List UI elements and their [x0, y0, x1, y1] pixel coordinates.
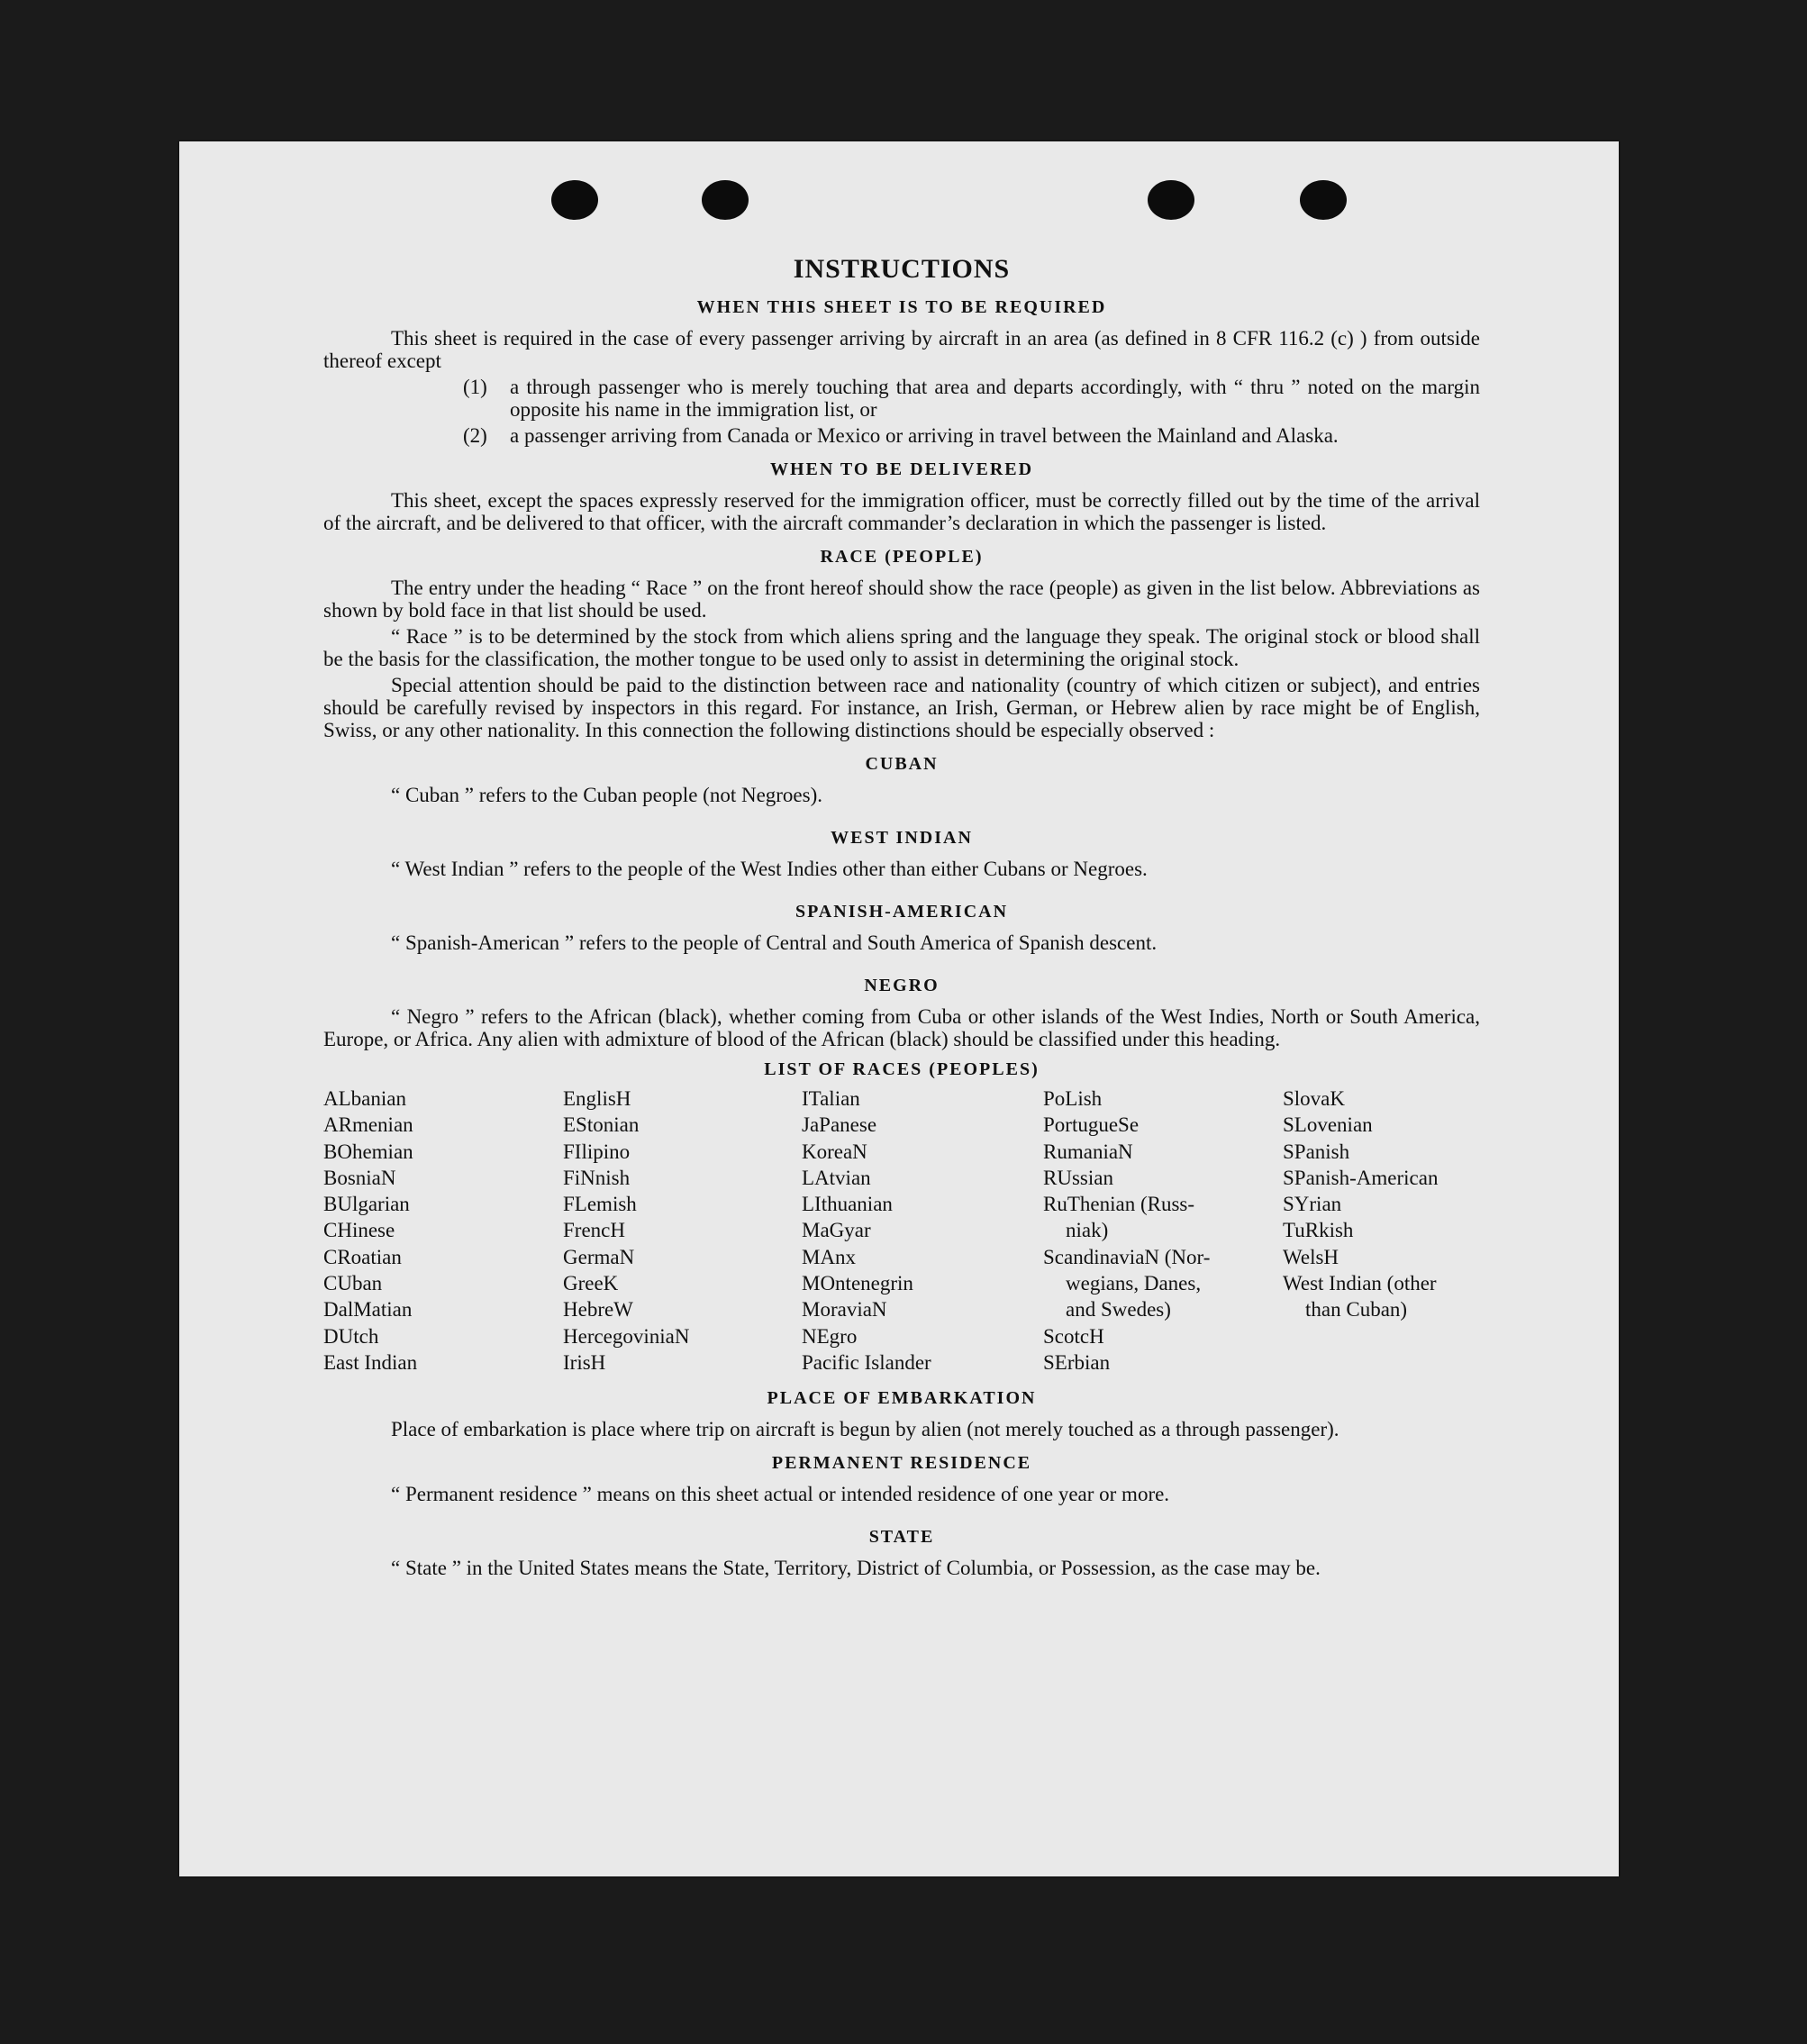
race-item: MoraviaN	[802, 1298, 887, 1322]
paragraph: “ State ” in the United States means the State, Territory, District of Columbia, or Possession, as the case may be.	[391, 1557, 1321, 1580]
paragraph: Place of embarkation is place where trip on aircraft is begun by alien (not merely touched as a through passenger).	[391, 1418, 1339, 1441]
paragraph: “ Cuban ” refers to the Cuban people (not Negroes).	[391, 784, 823, 806]
race-item: MAnx	[802, 1245, 857, 1268]
race-item: BUlgarian	[323, 1193, 410, 1216]
race-item: HercegoviniaN	[563, 1324, 690, 1348]
race-item: LIthuanian	[802, 1193, 893, 1216]
section-heading: PERMANENT RESIDENCE	[771, 1453, 1032, 1474]
race-item: SlovaK	[1283, 1087, 1345, 1110]
race-item: IrisH	[563, 1350, 606, 1374]
race-item: GreeK	[563, 1272, 619, 1295]
list-text: a through passenger who is merely touching that area and departs accordingly, with “ thru ” noted on the margin opposite his name in the immigration list, or	[510, 376, 1480, 421]
race-item: SPanish-American	[1283, 1166, 1439, 1189]
race-item: SPanish	[1283, 1140, 1350, 1163]
race-item: than Cuban)	[1305, 1298, 1408, 1322]
race-item: BosniaN	[323, 1166, 396, 1189]
race-item: DUtch	[323, 1324, 379, 1348]
section-heading: RACE (PEOPLE)	[820, 547, 984, 567]
race-item: EnglisH	[563, 1087, 631, 1110]
race-item: LAtvian	[802, 1166, 871, 1189]
section-heading: WEST INDIAN	[831, 828, 973, 848]
race-item: PortugueSe	[1043, 1113, 1140, 1137]
race-item: EStonian	[563, 1113, 640, 1137]
race-item: GermaN	[563, 1245, 635, 1268]
section-heading: WHEN TO BE DELIVERED	[769, 459, 1034, 479]
punch-hole	[1300, 180, 1347, 220]
race-item: KoreaN	[802, 1140, 867, 1163]
race-item: East Indian	[323, 1350, 418, 1374]
paragraph: “ Negro ” refers to the African (black), whether coming from Cuba or other islands of the West Indies, North or South America, Europe, or Africa. Any alien with admixture of blood of the African (black) should be classified under this heading.	[323, 1005, 1480, 1050]
race-item: CUban	[323, 1272, 383, 1295]
race-item: DalMatian	[323, 1298, 413, 1322]
paragraph: “ Spanish-American ” refers to the people of Central and South America of Spanish descent.	[391, 931, 1158, 954]
race-item: FrencH	[563, 1219, 625, 1242]
document-sheet	[179, 141, 1619, 1876]
race-item: HebreW	[563, 1298, 633, 1322]
section-heading: PLACE OF EMBARKATION	[767, 1388, 1037, 1409]
race-column	[563, 1086, 802, 1376]
race-item: PoLish	[1043, 1087, 1103, 1110]
paragraph: This sheet is required in the case of every passenger arriving by aircraft in an area (as defined in 8 CFR 116.2 (c) ) from outside thereof except	[323, 327, 1480, 372]
section-heading: NEGRO	[864, 976, 940, 995]
paragraph: This sheet, except the spaces expressly reserved for the immigration officer, must be correctly filled out by the time of the arrival of the aircraft, and be delivered to that officer, with the aircraft commander’s declaration in which the passenger is listed.	[323, 489, 1480, 534]
race-item: SLovenian	[1283, 1113, 1373, 1137]
list-number: (1)	[463, 376, 487, 398]
race-item: West Indian (other	[1283, 1272, 1437, 1295]
race-item: BOhemian	[323, 1140, 413, 1163]
race-item: MaGyar	[802, 1219, 871, 1242]
race-list	[323, 1086, 1480, 1376]
page-title: INSTRUCTIONS	[793, 254, 1011, 284]
paragraph: Special attention should be paid to the distinction between race and nationality (country of which citizen or subject), and entries should be carefully revised by inspectors in this regard. For instance, an Irish, German, or Hebrew alien by race might be of English, Swiss, or any other nationality. In this connection the following distinctions should be especially observed :	[323, 674, 1480, 741]
race-column	[323, 1086, 563, 1376]
race-item: CRoatian	[323, 1245, 402, 1268]
section-heading: CUBAN	[865, 754, 939, 774]
race-item: niak)	[1066, 1219, 1109, 1242]
race-column	[1283, 1086, 1480, 1376]
paragraph: The entry under the heading “ Race ” on the front hereof should show the race (people) as given in the list below. Abbreviations as shown by bold face in that list should be used.	[323, 577, 1480, 622]
race-item: RuThenian (Russ-	[1043, 1193, 1195, 1216]
punch-hole	[551, 180, 598, 220]
race-item: ALbanian	[323, 1087, 406, 1110]
section-heading: LIST OF RACES (PEOPLES)	[764, 1059, 1040, 1079]
race-item: ARmenian	[323, 1113, 413, 1137]
race-item: ScotcH	[1043, 1324, 1104, 1348]
race-item: RUssian	[1043, 1166, 1113, 1189]
section-heading: SPANISH-AMERICAN	[795, 902, 1009, 922]
race-item: FLemish	[563, 1193, 637, 1216]
race-item: FIlipino	[563, 1140, 631, 1163]
race-item: FiNnish	[563, 1166, 631, 1189]
race-item: RumaniaN	[1043, 1140, 1133, 1163]
list-item	[463, 376, 1480, 421]
race-item: MOntenegrin	[802, 1272, 913, 1295]
section-heading: STATE	[868, 1527, 935, 1548]
punch-hole	[1148, 180, 1194, 220]
race-item: SErbian	[1043, 1350, 1111, 1374]
section-heading: WHEN THIS SHEET IS TO BE REQUIRED	[696, 297, 1107, 317]
race-item: NEgro	[802, 1324, 858, 1348]
paragraph: “ Permanent residence ” means on this sheet actual or intended residence of one year or more.	[391, 1483, 1170, 1506]
list-item	[463, 424, 1480, 447]
race-item: ScandinaviaN (Nor-	[1043, 1245, 1211, 1268]
race-item: CHinese	[323, 1219, 395, 1242]
race-item: JaPanese	[802, 1113, 877, 1137]
list-number: (2)	[463, 424, 487, 447]
race-item: Pacific Islander	[802, 1350, 931, 1374]
race-item: wegians, Danes,	[1066, 1272, 1202, 1295]
paragraph: “ West Indian ” refers to the people of the West Indies other than either Cubans or Negroes.	[391, 858, 1148, 880]
race-item: and Swedes)	[1066, 1298, 1171, 1322]
paragraph: “ Race ” is to be determined by the stock from which aliens spring and the language they speak. The original stock or blood shall be the basis for the classification, the mother tongue to be used only to assist in determining the original stock.	[323, 625, 1480, 670]
race-item: SYrian	[1283, 1193, 1342, 1216]
list-text: a passenger arriving from Canada or Mexico or arriving in travel between the Mainland and Alaska.	[510, 424, 1339, 447]
race-item: WelsH	[1283, 1245, 1339, 1268]
race-item: TuRkish	[1283, 1219, 1354, 1242]
race-item: ITalian	[802, 1087, 860, 1110]
race-column	[802, 1086, 1043, 1376]
race-column	[1043, 1086, 1283, 1376]
punch-hole	[702, 180, 749, 220]
document-content	[323, 254, 1480, 1579]
